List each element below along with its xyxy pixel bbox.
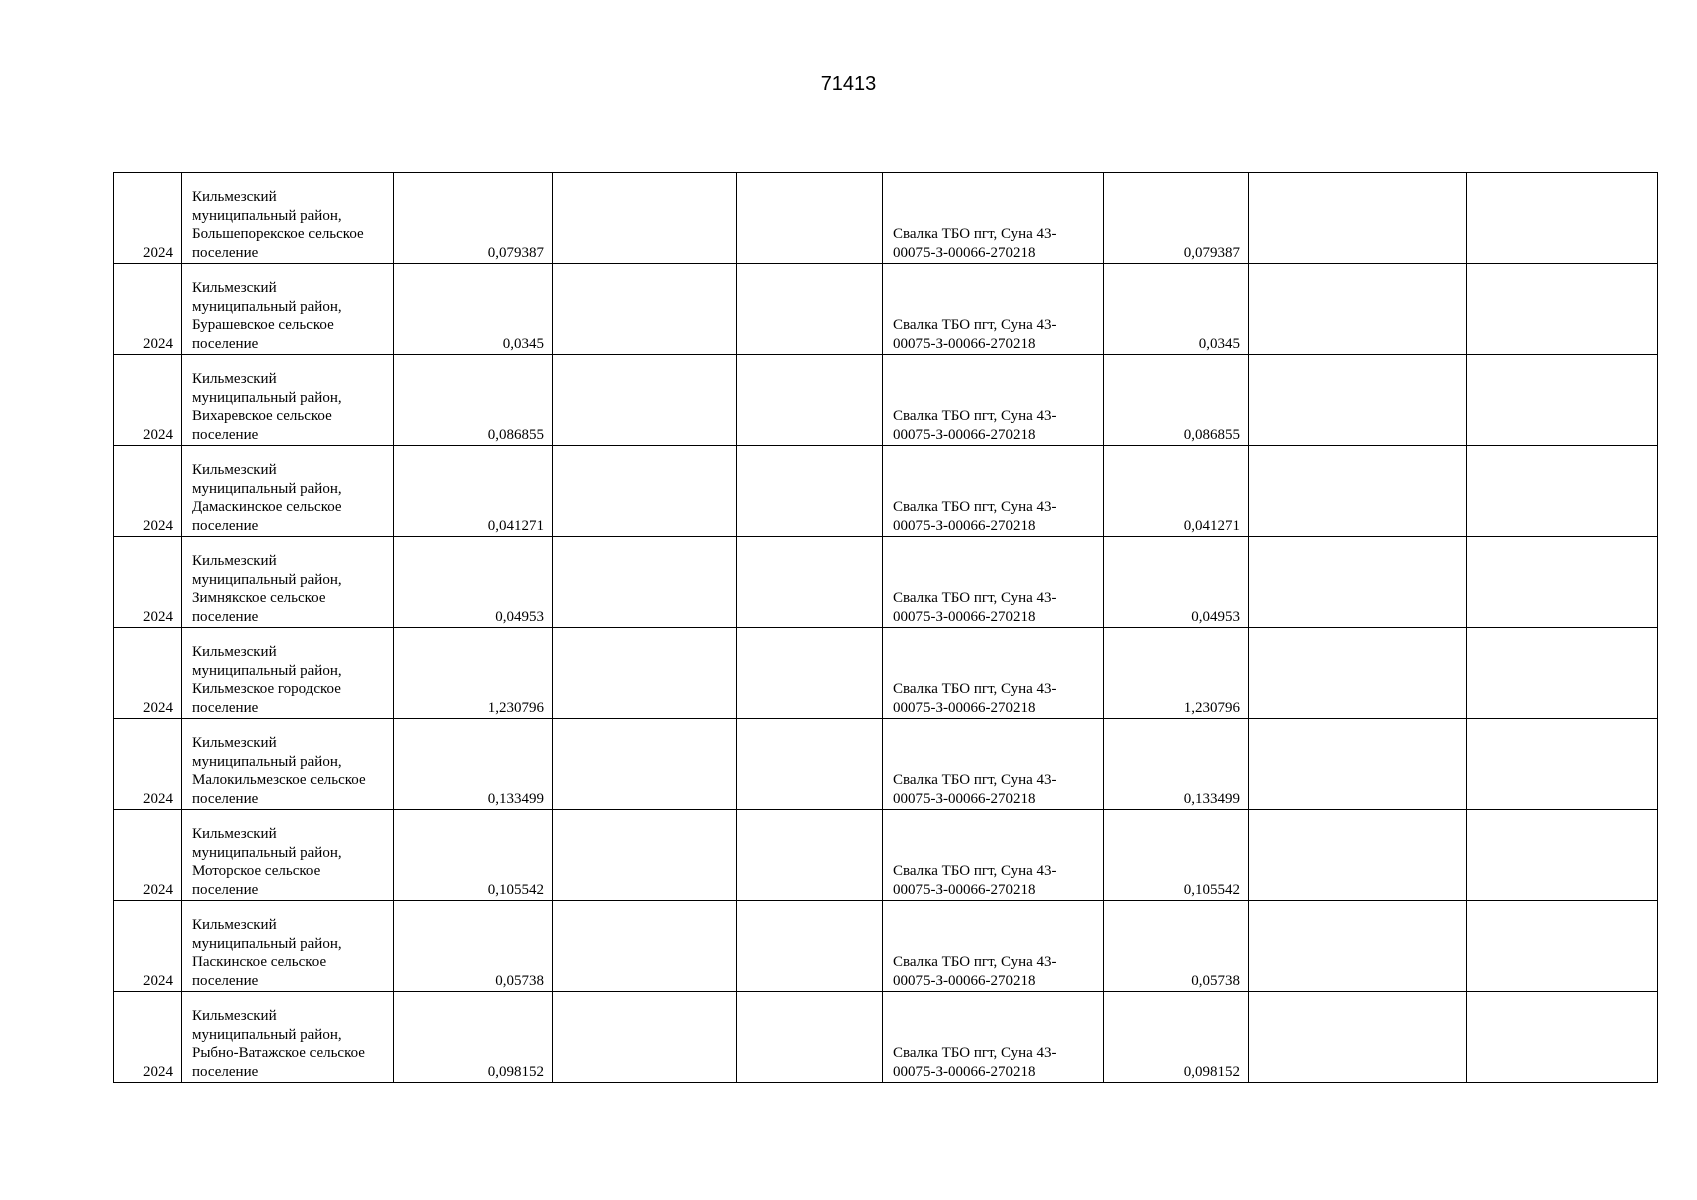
empty-cell [1467, 264, 1658, 355]
territory-cell [182, 810, 394, 901]
empty-cell [1249, 264, 1467, 355]
territory-cell-line: Кильмезский [192, 371, 277, 387]
facility-cell [883, 719, 1104, 810]
empty-cell [737, 810, 883, 901]
table-row [114, 355, 1658, 446]
facility-cell-line: Свалка ТБО пгт, Суна 43- [893, 408, 1057, 424]
volume-cell: 0,133499 [394, 719, 553, 810]
territory-cell-line: поселение [192, 790, 259, 807]
empty-cell [737, 264, 883, 355]
empty-cell [737, 446, 883, 537]
volume-cell: 0,041271 [394, 446, 553, 537]
territory-cell-line: муниципальный район, [192, 298, 342, 315]
facility-volume-cell: 0,04953 [1104, 537, 1249, 628]
territory-cell-line: поселение [192, 1063, 259, 1080]
year-cell: 2024 [114, 446, 182, 537]
empty-cell [553, 173, 737, 264]
volume-cell: 0,079387 [394, 173, 553, 264]
year-cell: 2024 [114, 264, 182, 355]
territory-cell-line: Бурашевское сельское [192, 317, 334, 333]
empty-cell [553, 810, 737, 901]
empty-cell [553, 719, 737, 810]
territory-cell-line: Моторское сельское [192, 863, 321, 879]
territory-cell-line: муниципальный район, [192, 571, 342, 588]
empty-cell [737, 628, 883, 719]
empty-cell [553, 355, 737, 446]
territory-cell-line: муниципальный район, [192, 389, 342, 406]
facility-cell-line: 00075-З-00066-270218 [893, 881, 1036, 898]
facility-cell-line: Свалка ТБО пгт, Суна 43- [893, 317, 1057, 333]
volume-cell: 1,230796 [394, 628, 553, 719]
territory-cell-line: поселение [192, 426, 259, 443]
territory-cell-line: Кильмезский [192, 917, 277, 933]
territory-cell-line: поселение [192, 244, 259, 261]
table-row [114, 810, 1658, 901]
year-cell: 2024 [114, 810, 182, 901]
waste-registry-table [113, 172, 1658, 1083]
facility-cell-line: 00075-З-00066-270218 [893, 608, 1036, 625]
territory-cell-line: поселение [192, 608, 259, 625]
facility-volume-cell: 0,05738 [1104, 901, 1249, 992]
territory-cell-line: муниципальный район, [192, 844, 342, 861]
facility-cell [883, 901, 1104, 992]
facility-cell-line: 00075-З-00066-270218 [893, 335, 1036, 352]
table-row [114, 446, 1658, 537]
facility-volume-cell: 1,230796 [1104, 628, 1249, 719]
empty-cell [553, 628, 737, 719]
facility-cell [883, 810, 1104, 901]
empty-cell [1467, 355, 1658, 446]
volume-cell: 0,098152 [394, 992, 553, 1083]
empty-cell [1249, 810, 1467, 901]
table-row [114, 264, 1658, 355]
territory-cell-line: Зимнякское сельское [192, 590, 326, 606]
facility-cell [883, 264, 1104, 355]
table-row [114, 719, 1658, 810]
facility-cell-line: Свалка ТБО пгт, Суна 43- [893, 1045, 1057, 1061]
empty-cell [1467, 446, 1658, 537]
empty-cell [1249, 992, 1467, 1083]
year-cell: 2024 [114, 173, 182, 264]
territory-cell [182, 173, 394, 264]
empty-cell [553, 537, 737, 628]
empty-cell [553, 446, 737, 537]
territory-cell-line: поселение [192, 881, 259, 898]
table-row [114, 901, 1658, 992]
territory-cell-line: Кильмезский [192, 553, 277, 569]
facility-cell-line: 00075-З-00066-270218 [893, 1063, 1036, 1080]
empty-cell [737, 537, 883, 628]
facility-cell [883, 537, 1104, 628]
year-cell: 2024 [114, 992, 182, 1083]
facility-cell-line: Свалка ТБО пгт, Суна 43- [893, 954, 1057, 970]
facility-volume-cell: 0,133499 [1104, 719, 1249, 810]
territory-cell-line: поселение [192, 517, 259, 534]
volume-cell: 0,05738 [394, 901, 553, 992]
empty-cell [1249, 173, 1467, 264]
territory-cell [182, 355, 394, 446]
territory-cell-line: Кильмезский [192, 1008, 277, 1024]
empty-cell [1467, 901, 1658, 992]
table-row [114, 537, 1658, 628]
facility-volume-cell: 0,0345 [1104, 264, 1249, 355]
facility-cell-line: Свалка ТБО пгт, Суна 43- [893, 863, 1057, 879]
territory-cell-line: поселение [192, 699, 259, 716]
territory-cell-line: муниципальный район, [192, 662, 342, 679]
territory-cell-line: Большепорекское сельское [192, 226, 364, 242]
territory-cell-line: Кильмезский [192, 644, 277, 660]
facility-volume-cell: 0,079387 [1104, 173, 1249, 264]
facility-cell-line: Свалка ТБО пгт, Суна 43- [893, 681, 1057, 697]
territory-cell-line: Малокильмезское сельское [192, 772, 366, 788]
territory-cell-line: поселение [192, 335, 259, 352]
year-cell: 2024 [114, 355, 182, 446]
table-row [114, 992, 1658, 1083]
facility-cell-line: Свалка ТБО пгт, Суна 43- [893, 590, 1057, 606]
year-cell: 2024 [114, 628, 182, 719]
facility-cell-line: Свалка ТБО пгт, Суна 43- [893, 499, 1057, 515]
facility-volume-cell: 0,098152 [1104, 992, 1249, 1083]
territory-cell-line: Кильмезский [192, 735, 277, 751]
empty-cell [1467, 537, 1658, 628]
territory-cell-line: Кильмезское городское [192, 681, 341, 697]
volume-cell: 0,105542 [394, 810, 553, 901]
facility-cell-line: 00075-З-00066-270218 [893, 972, 1036, 989]
table-row [114, 628, 1658, 719]
page-number: 71413 [820, 73, 877, 95]
table-row [114, 173, 1658, 264]
empty-cell [1467, 628, 1658, 719]
empty-cell [737, 901, 883, 992]
territory-cell-line: Кильмезский [192, 189, 277, 205]
territory-cell-line: муниципальный район, [192, 480, 342, 497]
facility-cell-line: 00075-З-00066-270218 [893, 699, 1036, 716]
table-body [114, 173, 1658, 1083]
volume-cell: 0,0345 [394, 264, 553, 355]
empty-cell [1249, 355, 1467, 446]
territory-cell [182, 992, 394, 1083]
empty-cell [737, 719, 883, 810]
territory-cell-line: муниципальный район, [192, 207, 342, 224]
volume-cell: 0,04953 [394, 537, 553, 628]
territory-cell-line: муниципальный район, [192, 753, 342, 770]
territory-cell-line: муниципальный район, [192, 935, 342, 952]
empty-cell [1249, 537, 1467, 628]
empty-cell [553, 264, 737, 355]
year-cell: 2024 [114, 719, 182, 810]
territory-cell [182, 901, 394, 992]
territory-cell-line: Вихаревское сельское [192, 408, 332, 424]
territory-cell-line: Кильмезский [192, 280, 277, 296]
year-cell: 2024 [114, 537, 182, 628]
empty-cell [553, 992, 737, 1083]
empty-cell [737, 355, 883, 446]
facility-cell-line: 00075-З-00066-270218 [893, 244, 1036, 261]
facility-cell-line: Свалка ТБО пгт, Суна 43- [893, 772, 1057, 788]
territory-cell [182, 537, 394, 628]
facility-volume-cell: 0,041271 [1104, 446, 1249, 537]
territory-cell-line: Кильмезский [192, 826, 277, 842]
facility-cell-line: 00075-З-00066-270218 [893, 790, 1036, 807]
empty-cell [737, 992, 883, 1083]
year-cell: 2024 [114, 901, 182, 992]
territory-cell [182, 264, 394, 355]
empty-cell [553, 901, 737, 992]
facility-cell [883, 173, 1104, 264]
empty-cell [1249, 446, 1467, 537]
facility-cell-line: 00075-З-00066-270218 [893, 517, 1036, 534]
facility-cell-line: 00075-З-00066-270218 [893, 426, 1036, 443]
territory-cell-line: муниципальный район, [192, 1026, 342, 1043]
territory-cell-line: Паскинское сельское [192, 954, 327, 970]
facility-volume-cell: 0,086855 [1104, 355, 1249, 446]
empty-cell [1249, 901, 1467, 992]
facility-cell [883, 355, 1104, 446]
territory-cell [182, 719, 394, 810]
empty-cell [737, 173, 883, 264]
territory-cell-line: поселение [192, 972, 259, 989]
empty-cell [1467, 992, 1658, 1083]
facility-cell [883, 992, 1104, 1083]
territory-cell-line: Дамаскинское сельское [192, 499, 342, 515]
facility-cell-line: Свалка ТБО пгт, Суна 43- [893, 226, 1057, 242]
facility-cell [883, 628, 1104, 719]
territory-cell-line: Рыбно-Ватажское сельское [192, 1045, 365, 1061]
territory-cell [182, 628, 394, 719]
volume-cell: 0,086855 [394, 355, 553, 446]
empty-cell [1467, 810, 1658, 901]
facility-volume-cell: 0,105542 [1104, 810, 1249, 901]
empty-cell [1467, 719, 1658, 810]
facility-cell [883, 446, 1104, 537]
empty-cell [1249, 719, 1467, 810]
territory-cell [182, 446, 394, 537]
territory-cell-line: Кильмезский [192, 462, 277, 478]
empty-cell [1249, 628, 1467, 719]
empty-cell [1467, 173, 1658, 264]
